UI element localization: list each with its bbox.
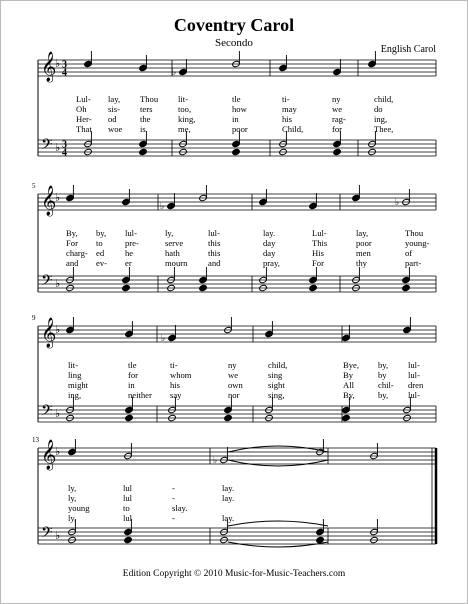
lyric-syllable: sight: [268, 380, 285, 390]
lyric-syllable: of: [405, 248, 413, 258]
lyric-syllable: men: [356, 248, 371, 258]
lyric-syllable: Bye,: [343, 360, 359, 370]
lyric-syllable: too,: [178, 104, 192, 114]
system-4: [32, 436, 436, 547]
lyric-syllable: ny: [332, 94, 341, 104]
lyric-syllable: od: [108, 114, 117, 124]
lyric-syllable: chil-: [378, 380, 394, 390]
lyric-syllable: day: [263, 248, 276, 258]
lyric-syllable: -: [172, 493, 175, 503]
lyric-syllable: pray,: [263, 258, 280, 268]
tie: [228, 521, 328, 526]
key-flat-icon: ♭: [55, 446, 61, 458]
lyric-syllable: lul-: [125, 228, 137, 238]
lyric-syllable: That: [76, 124, 92, 134]
lyric-syllable: lul: [123, 493, 133, 503]
treble-clef-icon: 𝄞: [41, 52, 57, 82]
lyric-syllable: Her-: [76, 114, 92, 124]
lyric-syllable: in: [232, 114, 239, 124]
lyric-syllable: ing,: [374, 114, 388, 124]
measure-number: 13: [32, 436, 39, 444]
key-flat-icon: ♭: [55, 530, 61, 542]
lyric-syllable: poor: [356, 238, 372, 248]
treble-staff: [38, 326, 436, 342]
lyric-syllable: For: [312, 258, 324, 268]
lyric-syllable: and: [66, 258, 79, 268]
lyric-syllable: lul-: [208, 228, 220, 238]
lyric-syllable: By,: [343, 390, 355, 400]
lyric-syllable: king,: [178, 114, 196, 124]
bass-clef-icon: 𝄢: [41, 136, 53, 157]
lyric-syllable: sis-: [108, 104, 120, 114]
lyric-syllable: His: [312, 248, 324, 258]
lyric-syllable: by,: [378, 360, 389, 370]
lyric-syllable: by,: [96, 228, 107, 238]
lyric-syllable: hath: [165, 248, 180, 258]
lyric-syllable: Oh: [76, 104, 87, 114]
composer-credit: English Carol: [380, 44, 436, 55]
lyric-syllable: is: [140, 124, 146, 134]
lyric-syllable: lul-: [408, 390, 420, 400]
lyric-syllable: ev-: [96, 258, 107, 268]
tie: [228, 446, 328, 452]
lyric-syllable: by: [378, 370, 387, 380]
lyric-syllable: lay.: [222, 513, 235, 523]
lyric-syllable: ly,: [68, 483, 77, 493]
lyric-syllable: by,: [378, 390, 389, 400]
lyric-syllable: young: [68, 503, 90, 513]
lyric-syllable: woe: [108, 124, 123, 134]
key-flat-icon: ♭: [55, 278, 61, 290]
lyric-syllable: Thee,: [374, 124, 394, 134]
lyric-syllable: ling: [68, 370, 82, 380]
bass-clef-icon: 𝄢: [41, 272, 53, 293]
lyric-syllable: slay.: [172, 503, 188, 513]
lyric-syllable: ti-: [170, 360, 178, 370]
tie: [228, 542, 328, 547]
lyric-syllable: Child,: [282, 124, 304, 134]
time-signature-bottom: 4: [62, 147, 67, 159]
lyric-syllable: Lul-: [76, 94, 91, 104]
flat-icon: ♭: [395, 197, 400, 207]
lyric-syllable: ters: [140, 104, 153, 114]
measure-number: 9: [32, 314, 36, 322]
lyric-syllable: sing,: [268, 390, 285, 400]
lyric-syllable: ti-: [282, 94, 290, 104]
lyric-syllable: in: [128, 380, 135, 390]
lyric-syllable: ly,: [165, 228, 174, 238]
key-flat-icon: ♭: [55, 142, 61, 154]
lyric-syllable: mourn: [165, 258, 188, 268]
lyric-syllable: lit-: [178, 94, 189, 104]
treble-staff: [38, 194, 436, 210]
system-1: [38, 51, 436, 159]
lyric-syllable: lay.: [222, 483, 235, 493]
time-signature-top: 3: [62, 139, 67, 151]
bass-staff: [38, 276, 436, 292]
lyric-syllable: do: [374, 104, 383, 114]
tie: [228, 460, 328, 466]
lyric-syllable: the: [140, 114, 151, 124]
flat-icon: ♭: [161, 333, 166, 343]
lyric-syllable: pre-: [125, 238, 139, 248]
lyric-syllable: this: [208, 248, 221, 258]
copyright-footer: Edition Copyright © 2010 Music-for-Music-Teachers.com: [122, 569, 346, 579]
lyric-syllable: thy: [356, 258, 367, 268]
lyric-syllable: and: [208, 258, 221, 268]
lyric-syllable: By,: [66, 228, 78, 238]
lyric-syllable: lul-: [408, 370, 420, 380]
lyric-syllable: for: [128, 370, 139, 380]
lyric-syllable: This: [312, 238, 328, 248]
lyric-syllable: own: [228, 380, 243, 390]
lyric-syllable: me,: [178, 124, 191, 134]
bass-clef-icon: 𝄢: [41, 524, 53, 545]
lyric-syllable: lit-: [68, 360, 79, 370]
lyric-syllable: he: [125, 248, 134, 258]
lyric-syllable: part-: [405, 258, 422, 268]
lyric-syllable: nor: [228, 390, 240, 400]
treble-clef-icon: 𝄞: [41, 440, 57, 470]
measure-number: 5: [32, 182, 36, 190]
lyric-syllable: neither: [128, 390, 152, 400]
key-flat-icon: ♭: [55, 192, 61, 204]
lyric-syllable: young-: [405, 238, 430, 248]
bass-staff: [38, 406, 436, 422]
lyric-syllable: lul-: [408, 360, 420, 370]
lyric-syllable: lay,: [356, 228, 369, 238]
lyric-syllable: ly,: [68, 513, 77, 523]
lyric-syllable: lay,: [108, 94, 121, 104]
time-signature-bottom: 4: [62, 67, 67, 79]
treble-clef-icon: 𝄞: [41, 318, 57, 348]
lyric-syllable: whom: [170, 370, 192, 380]
lyric-syllable: might: [68, 380, 89, 390]
page-subtitle: Secondo: [215, 37, 253, 49]
lyric-syllable: rag-: [332, 114, 346, 124]
lyric-syllable: ly,: [68, 493, 77, 503]
flat-icon: ♭: [213, 455, 218, 465]
lyric-syllable: child,: [374, 94, 394, 104]
lyric-syllable: we: [228, 370, 239, 380]
lyric-syllable: ing,: [68, 390, 82, 400]
time-signature-top: 3: [62, 59, 67, 71]
lyric-syllable: tle: [232, 94, 241, 104]
lyric-syllable: -: [172, 513, 175, 523]
lyric-syllable: tle: [128, 360, 137, 370]
lyric-syllable: lul: [123, 513, 133, 523]
lyric-syllable: ed: [96, 248, 105, 258]
lyric-syllable: All: [343, 380, 354, 390]
lyric-syllable: to: [123, 503, 130, 513]
lyric-syllable: how: [232, 104, 247, 114]
key-flat-icon: ♭: [55, 324, 61, 336]
lyric-syllable: serve: [165, 238, 184, 248]
lyric-syllable: for: [332, 124, 343, 134]
lyric-syllable: lay.: [222, 493, 235, 503]
bass-clef-icon: 𝄢: [41, 402, 53, 423]
lyric-syllable: By: [343, 370, 354, 380]
lyric-syllable: may: [282, 104, 297, 114]
lyric-syllable: dren: [408, 380, 424, 390]
lyric-syllable: child,: [268, 360, 288, 370]
key-flat-icon: ♭: [55, 58, 61, 70]
lyric-syllable: For: [66, 238, 78, 248]
lyric-syllable: charg-: [66, 248, 88, 258]
lyric-syllable: poor: [232, 124, 248, 134]
lyric-syllable: -: [172, 483, 175, 493]
lyric-syllable: his: [282, 114, 293, 124]
flat-icon: ♭: [160, 201, 165, 211]
treble-clef-icon: 𝄞: [41, 186, 57, 216]
lyric-syllable: sing: [268, 370, 283, 380]
lyric-syllable: Thou: [140, 94, 159, 104]
lyric-syllable: to: [96, 238, 103, 248]
lyric-syllable: lay.: [263, 228, 276, 238]
flat-icon: ♭: [172, 67, 177, 77]
lyric-syllable: this: [208, 238, 221, 248]
lyric-syllable: Lul-: [312, 228, 327, 238]
lyric-syllable: Thou: [405, 228, 424, 238]
lyric-syllable: say: [170, 390, 182, 400]
lyric-syllable: day: [263, 238, 276, 248]
key-flat-icon: ♭: [55, 408, 61, 420]
lyric-syllable: er: [125, 258, 132, 268]
page-title: Coventry Carol: [173, 15, 295, 35]
lyric-syllable: lul: [123, 483, 133, 493]
lyric-syllable: ny: [228, 360, 237, 370]
lyric-syllable: we: [332, 104, 343, 114]
lyric-syllable: his: [170, 380, 181, 390]
